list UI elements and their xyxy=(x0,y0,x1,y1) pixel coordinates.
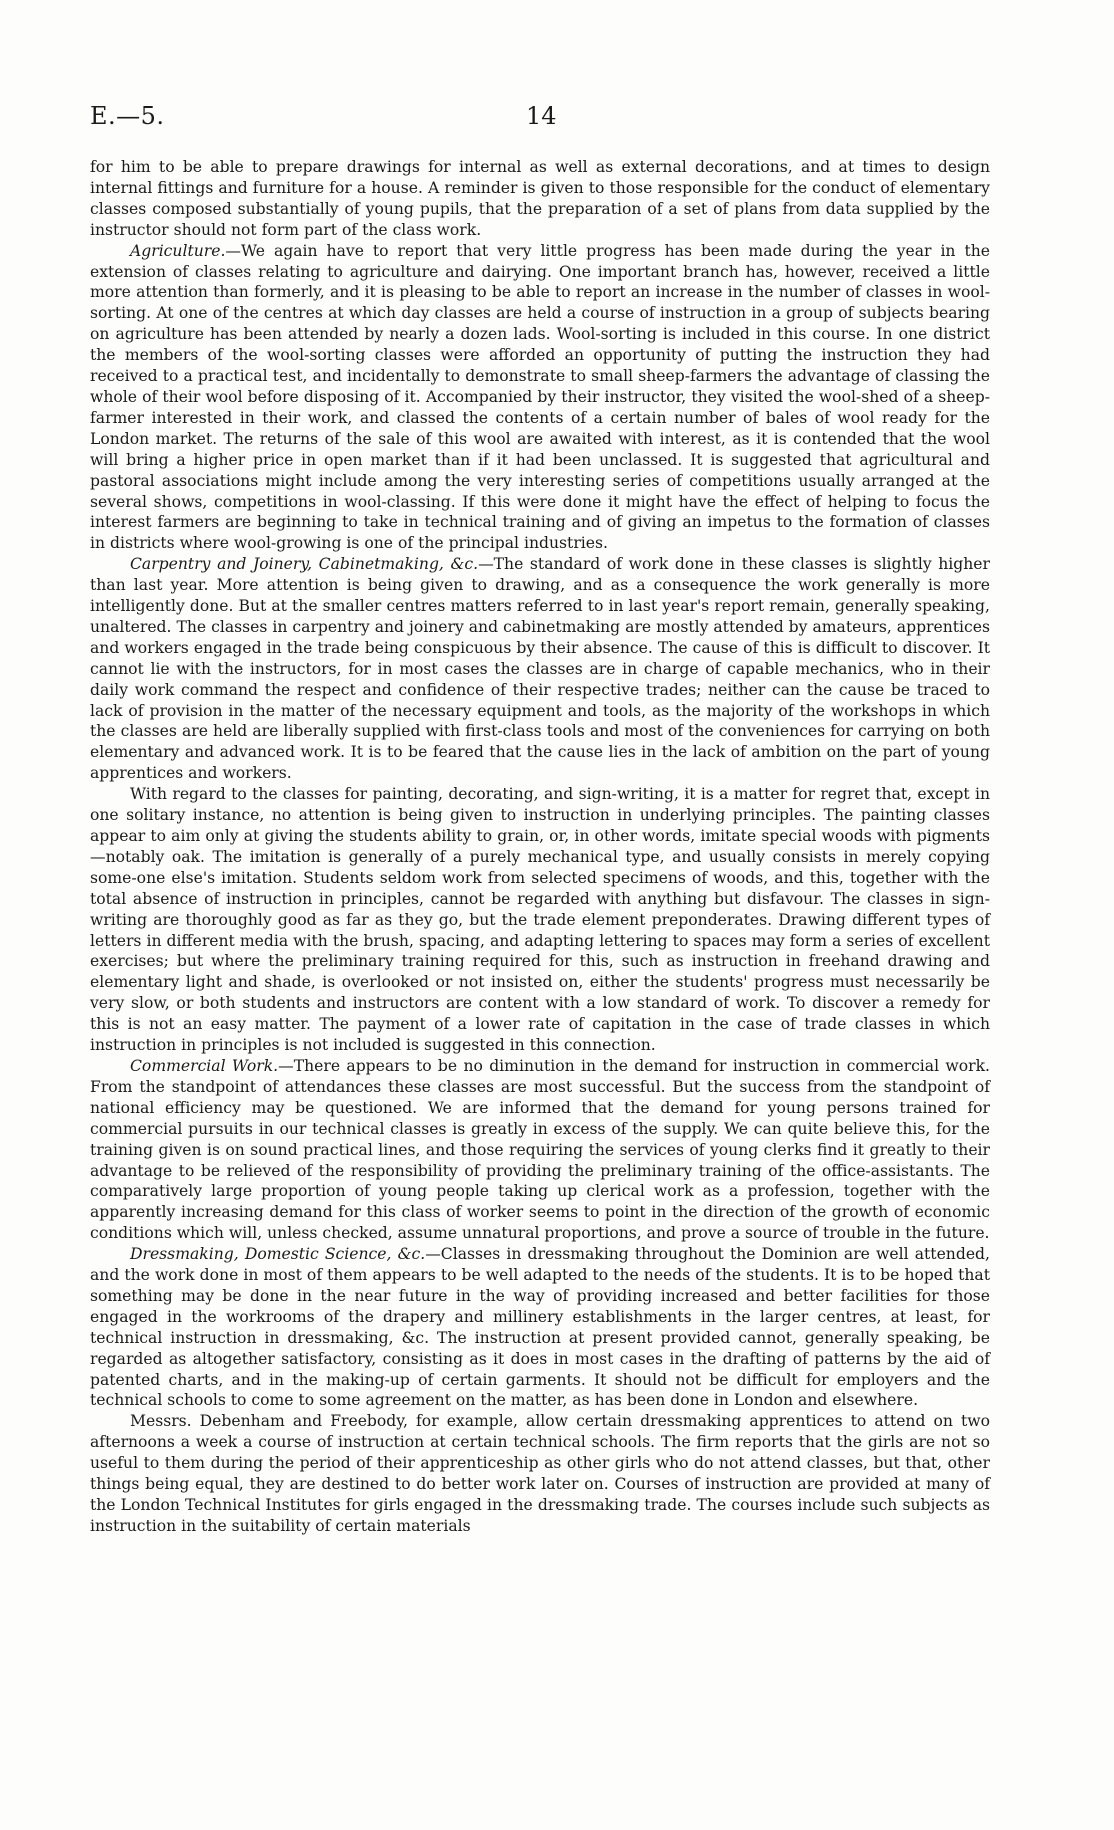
paragraph-agriculture xyxy=(90,241,990,555)
paragraph-heading: Dressmaking, Domestic Science, &c. xyxy=(130,1245,426,1264)
paragraph-text: —There appears to be no diminution in the demand for instruction in commercial work. From the standpoint of attendances these classes are most successful. But the success from the standpoint of national efficiency may be questioned. We are informed that the demand for young persons trained for commercial pursuits in our technical classes is greatly in excess of the supply. We can quite believe this, for the training given is on sound practical lines, and those requiring the services of young clerks find it greatly to their advantage to be relieved of the responsibility of providing the preliminary training of the office-assistants. The comparatively large proportion of young people taking up clerical work as a profession, together with the apparently increasing demand for this class of worker seems to point in the direction of the growth of economic conditions which will, unless checked, assume unnatural proportions, and prove a source of trouble in the future. xyxy=(90,1056,990,1243)
paragraph-heading: Carpentry and Joinery, Cabinetmaking, &c. xyxy=(130,555,479,574)
paragraph-text: With regard to the classes for painting, decorating, and sign-writing, it is a matter for regret that, except in one solitary instance, no attention is being given to instruction in underlying principles. The painting classes appear to aim only at giving the students ability to grain, or, in other words, imitate special woods with pigments—notably oak. The imitation is generally of a purely mechanical type, and usually consists in merely copying some-one else's imitation. Students seldom work from selected specimens of woods, and this, together with the total absence of instruction in principles, cannot be regarded with anything but disfavour. The classes in sign-writing are thoroughly good as far as they go, but the trade element preponderates. Drawing different types of letters in different media with the brush, spacing, and adapting lettering to spaces may form a series of excellent exercises; but where the preliminary training required for this, such as instruction in freehand drawing and elementary light and shade, is overlooked or not insisted on, either the students' progress must necessarily be very slow, or both students and instructors are content with a low standard of work. To discover a remedy for this is not an easy matter. The payment of a lower rate of capitation in the case of trade classes in which instruction in principles is not included is suggested in this connection. xyxy=(90,785,990,1055)
paragraph-text: —The standard of work done in these classes is slightly higher than last year. More attention is being given to drawing, and as a consequence the work generally is more intelligently done. But at the smaller centres matters referred to in last year's report remain, generally speaking, unaltered. The classes in carpentry and joinery and cabinetmaking are mostly attended by amateurs, apprentices and workers engaged in the trade being conspicuous by their absence. The cause of this is difficult to discover. It cannot lie with the instructors, for in most cases the classes are in charge of capable mechanics, who in their daily work command the respect and confidence of their respective trades; neither can the cause be traced to lack of provision in the matter of the necessary equipment and tools, as the majority of the workshops in which the classes are held are liberally supplied with first-class tools and most of the conveniences for carrying on both elementary and advanced work. It is to be feared that the cause lies in the lack of ambition on the part of young apprentices and workers. xyxy=(90,555,990,783)
page-number: 14 xyxy=(526,102,557,130)
paragraph-debenham xyxy=(90,1411,990,1536)
paragraph-carpentry xyxy=(90,554,990,784)
paragraph-text: Messrs. Debenham and Freebody, for example, allow certain dressmaking apprentices to attend on two afternoons a week a course of instruction at certain technical schools. The firm reports that the girls are not so useful to them during the period of their apprenticeship as other girls who do not attend classes, but that, other things being equal, they are destined to do better work later on. Courses of instruction are provided at many of the London Technical Institutes for girls engaged in the dressmaking trade. The courses include such subjects as instruction in the suitability of certain materials xyxy=(90,1412,990,1535)
paragraph-commercial xyxy=(90,1056,990,1244)
page-header xyxy=(90,102,990,132)
paragraph-heading: Commercial Work. xyxy=(130,1056,279,1075)
body-text xyxy=(90,157,990,1537)
paragraph-text: —We again have to report that very little progress has been made during the year in the extension of classes relating to agriculture and dairying. One important branch has, however, received a little more attention than formerly, and it is pleasing to be able to report an increase in the number of classes in wool-sorting. At one of the centres at which day classes are held a course of instruction in a group of subjects bearing on agriculture has been attended by nearly a dozen lads. Wool-sorting is included in this course. In one district the members of the wool-sorting classes were afforded an opportunity of putting the instruction they had received to a practical test, and incidentally to demonstrate to small sheep-farmers the advantage of classing the whole of their wool before disposing of it. Accompanied by their instructor, they visited the wool-shed of a sheep-farmer interested in their work, and classed the contents of a certain number of bales of wool ready for the London market. The returns of the sale of this wool are awaited with interest, as it is contended that the wool will bring a higher price in open market than if it had been unclassed. It is suggested that agricultural and pastoral associations might include among the very interesting series of competitions usually arranged at the several shows, competitions in wool-classing. If this were done it might have the effect of helping to focus the interest farmers are beginning to take in technical training and of giving an impetus to the formation of classes in districts where wool-growing is one of the principal industries. xyxy=(90,241,990,553)
paragraph-intro xyxy=(90,157,990,241)
paragraph-heading: Agriculture. xyxy=(130,241,226,260)
paragraph-painting xyxy=(90,784,990,1056)
document-id: E.—5. xyxy=(90,102,165,130)
paragraph-text: for him to be able to prepare drawings for internal as well as external decorations, and at times to design internal fittings and furniture for a house. A reminder is given to those responsible for the conduct of elementary classes composed substantially of young pupils, that the preparation of a set of plans from data supplied by the instructor should not form part of the class work. xyxy=(90,158,990,239)
paragraph-dressmaking xyxy=(90,1244,990,1411)
paragraph-text: —Classes in dressmaking throughout the Dominion are well attended, and the work done in most of them appears to be well adapted to the needs of the students. It is to be hoped that something may be done in the near future in the way of providing increased and better facilities for those engaged in the workrooms of the drapery and millinery establishments in the larger centres, at least, for technical instruction in dressmaking, &c. The instruction at present provided cannot, generally speaking, be regarded as altogether satisfactory, consisting as it does in most cases in the drafting of patterns by the aid of patented charts, and in the making-up of certain garments. It should not be difficult for employers and the technical schools to come to some agreement on the matter, as has been done in London and elsewhere. xyxy=(90,1245,990,1410)
